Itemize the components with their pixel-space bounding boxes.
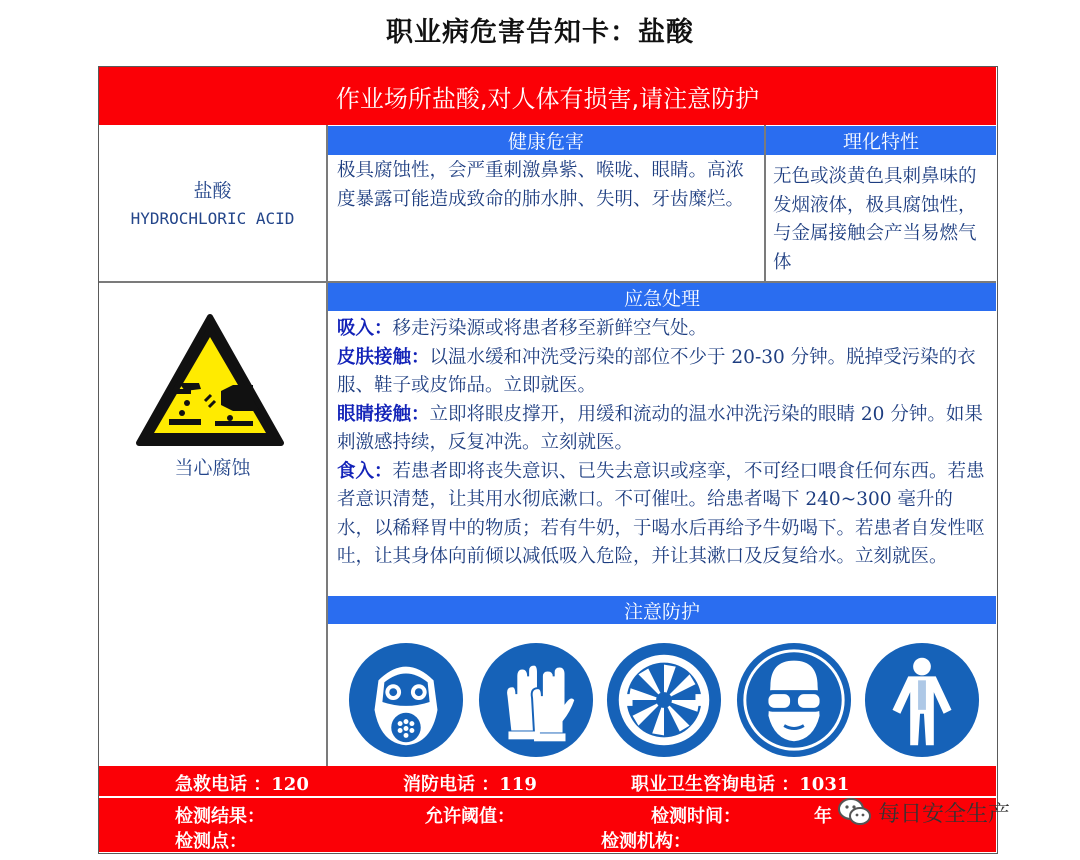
protective-suit-icon (863, 641, 981, 759)
emergency-list (337, 315, 989, 572)
detection-time: 检测时间： (651, 806, 741, 827)
health-hazard-header: 健康危害 (328, 126, 764, 155)
emergency-header: 应急处理 (328, 283, 996, 311)
properties-text: 无色或淡黄色具刺鼻味的发烟液体，极具腐蚀性，与金属接触会产当易燃气体 (773, 166, 977, 273)
safety-goggles-icon (735, 641, 853, 759)
chemical-name-en: HYDROCHLORIC ACID (130, 209, 295, 228)
emergency-item-ingestion: 食入：若患者即将丧失意识、已失去意识或痉挛，不可经口喂食任何东西。若患者意识清楚，让其用水彻底漱口。不可催吐。给患者喝下 240~300 毫升的水，以稀释胃中的物质；若有牛奶，于喝水后再给予牛奶喝下。若患者自发性呕吐，让其身体向前倾以减低吸入危险，并让其漱口及反复给水。立刻就医。 (337, 460, 985, 567)
wechat-icon (838, 797, 872, 827)
hazard-card (98, 66, 998, 854)
emergency-item-inhalation: 吸入：移走污染源或将患者移至新鲜空气处。 (337, 318, 708, 339)
emergency-item-skin: 皮肤接触：以温水缓和冲洗受污染的部位不少于 20-30 分钟。脱掉受污染的衣服、鞋子或皮饰品。立即就医。 (337, 346, 976, 396)
detection-point: 检测点： (175, 831, 247, 852)
corrosion-warning-icon (135, 311, 285, 451)
occupational-health-phone: 职业卫生咨询电话 ：1031 (631, 774, 850, 795)
phone-bar (99, 766, 996, 796)
protection-icons (343, 637, 993, 763)
protection-header: 注意防护 (328, 596, 996, 624)
permitted-threshold: 允许阈值： (425, 806, 515, 827)
detection-result: 检测结果： (175, 806, 265, 827)
watermark (838, 797, 1053, 827)
properties-header: 理化特性 (766, 126, 996, 155)
protective-gloves-icon (477, 641, 595, 759)
detection-year: 年 (814, 806, 832, 827)
detection-agency: 检测机构： (601, 831, 691, 852)
emergency-item-eyes: 眼睛接触：立即将眼皮撑开，用缓和流动的温水冲洗污染的眼睛 20 分钟。如果刺激感持续，反复冲洗。立刻就医。 (337, 403, 983, 453)
fire-phone: 消防电话 ：119 (403, 774, 537, 795)
chemical-name-cn: 盐酸 (193, 180, 232, 202)
gas-mask-icon (347, 641, 465, 759)
divider-left (326, 125, 328, 766)
chemical-name (99, 177, 326, 233)
first-aid-phone: 急救电话 ：120 (175, 774, 309, 795)
page-title: 职业病危害告知卡：盐酸 (386, 17, 694, 48)
warning-banner: 作业场所盐酸,对人体有损害,请注意防护 (99, 67, 996, 125)
ventilation-fan-icon (605, 641, 723, 759)
health-hazard-text: 极具腐蚀性，会严重刺激鼻紫、喉咙、眼睛。高浓度暴露可能造成致命的肺水肿、失明、牙齿糜烂。 (337, 160, 745, 210)
watermark-text: 每日安全生产 (878, 801, 1011, 827)
warning-sign-label: 当心腐蚀 (174, 457, 251, 479)
